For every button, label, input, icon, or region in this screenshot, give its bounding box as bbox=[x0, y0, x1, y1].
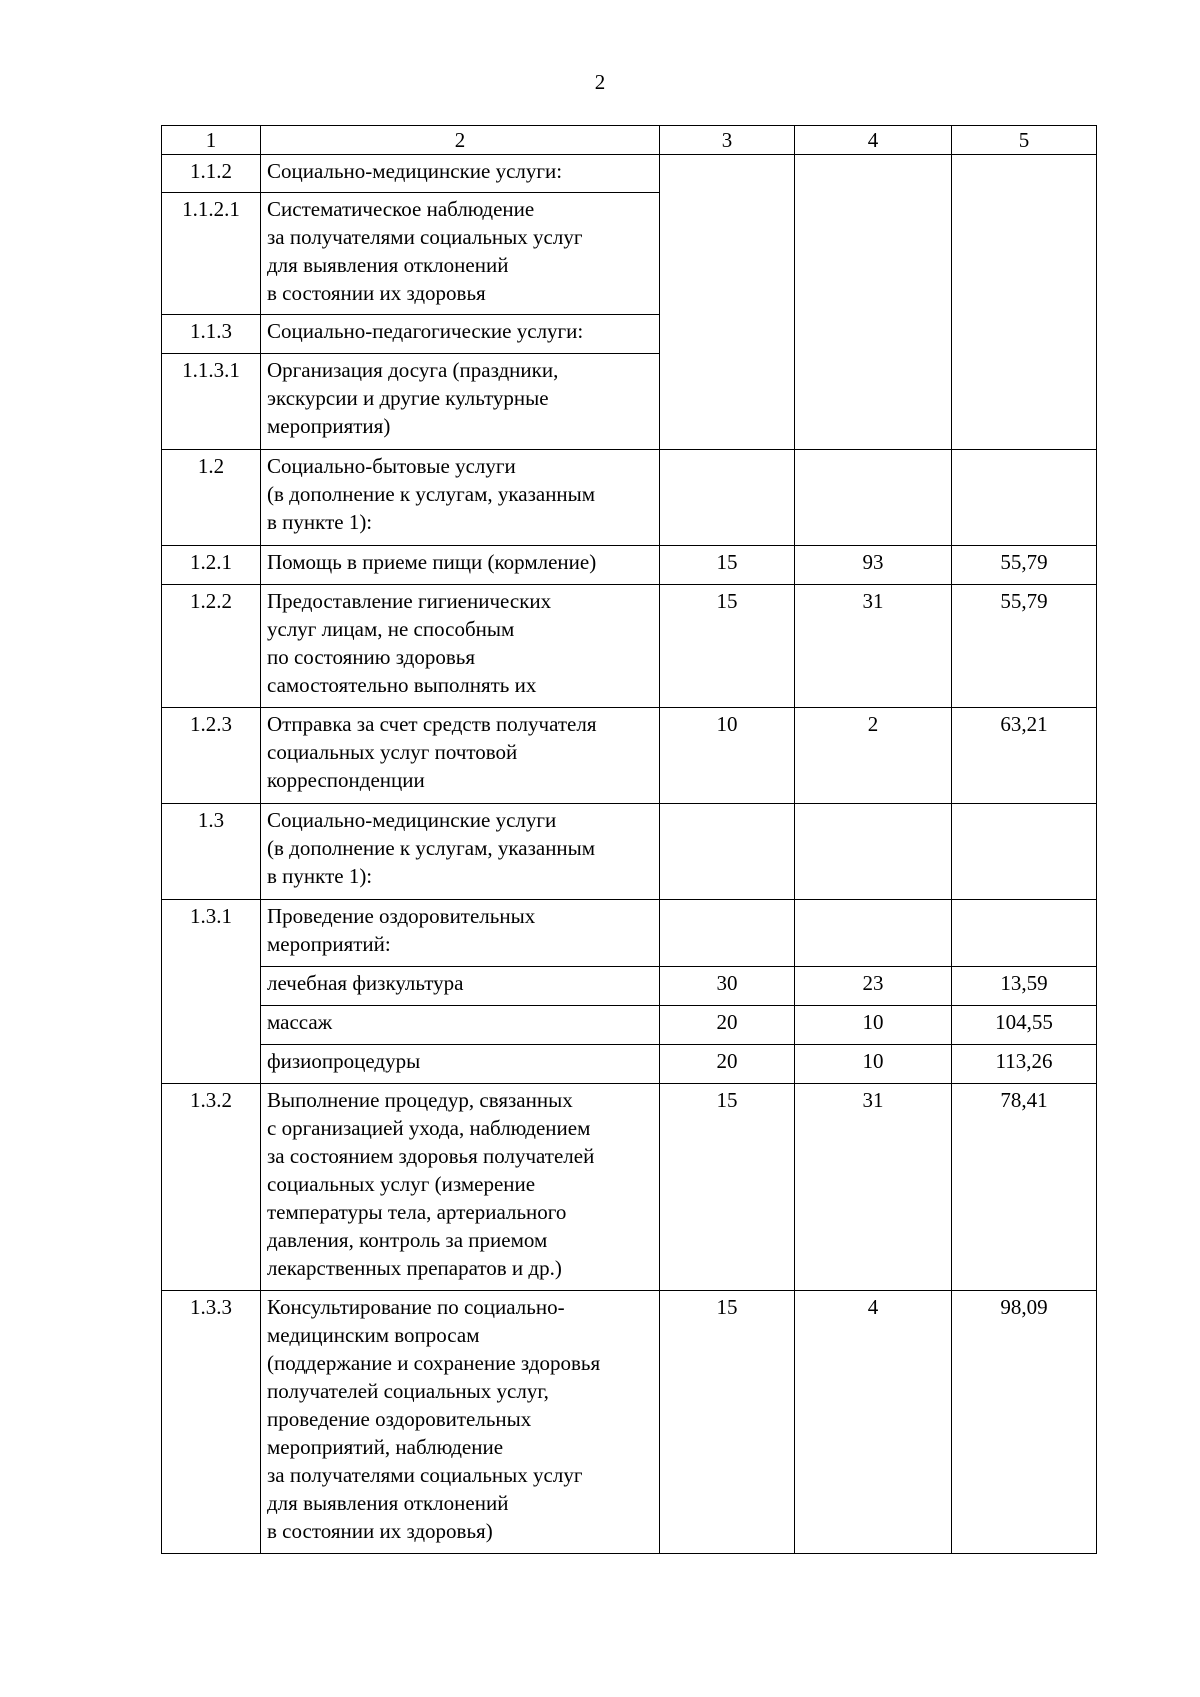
column-3-value: 15 bbox=[660, 585, 795, 708]
column-5-value: 113,26 bbox=[952, 1045, 1097, 1084]
column-4-value: 93 bbox=[795, 546, 952, 585]
empty-cell bbox=[795, 900, 952, 967]
row-description: Социально-педагогические услуги: bbox=[261, 315, 660, 354]
column-5-value: 63,21 bbox=[952, 708, 1097, 804]
row-description: Организация досуга (праздники, экскурсии и другие культурные мероприятия) bbox=[261, 354, 660, 450]
row-number: 1.1.2 bbox=[162, 155, 261, 193]
column-3-value: 15 bbox=[660, 1291, 795, 1554]
row-description: Социально-бытовые услуги (в дополнение к услугам, указанным в пункте 1): bbox=[261, 450, 660, 546]
row-number: 1.3 bbox=[162, 804, 261, 900]
empty-cell bbox=[795, 155, 952, 450]
column-4-value: 31 bbox=[795, 585, 952, 708]
empty-cell bbox=[660, 804, 795, 900]
table-row bbox=[162, 967, 1097, 1006]
column-4-value: 4 bbox=[795, 1291, 952, 1554]
row-number: 1.3.2 bbox=[162, 1084, 261, 1291]
row-description: Предоставление гигиенических услуг лицам, не способным по состоянию здоровья самостоятельно выполнять их bbox=[261, 585, 660, 708]
row-number: 1.2.3 bbox=[162, 708, 261, 804]
row-description: Консультирование по социально- медицинским вопросам (поддержание и сохранение здоровья получателей социальных услуг, проведение оздоровительных мероприятий, наблюдение за получателями социальных услуг для выявления отклонений в состоянии их здоровья) bbox=[261, 1291, 660, 1554]
row-number: 1.1.2.1 bbox=[162, 193, 261, 315]
table-row bbox=[162, 1045, 1097, 1084]
table-row bbox=[162, 1006, 1097, 1045]
column-header: 1 bbox=[162, 126, 261, 155]
row-description: массаж bbox=[261, 1006, 660, 1045]
column-header: 4 bbox=[795, 126, 952, 155]
table-header-row bbox=[162, 126, 1097, 155]
column-header: 3 bbox=[660, 126, 795, 155]
table-row bbox=[162, 450, 1097, 546]
row-description: Социально-медицинские услуги: bbox=[261, 155, 660, 193]
column-3-value: 30 bbox=[660, 967, 795, 1006]
empty-cell bbox=[660, 155, 795, 450]
services-table bbox=[161, 125, 1097, 1554]
column-5-value: 13,59 bbox=[952, 967, 1097, 1006]
row-description: Помощь в приеме пищи (кормление) bbox=[261, 546, 660, 585]
table-row bbox=[162, 708, 1097, 804]
column-3-value: 10 bbox=[660, 708, 795, 804]
column-header: 2 bbox=[261, 126, 660, 155]
column-5-value: 55,79 bbox=[952, 546, 1097, 585]
column-5-value: 104,55 bbox=[952, 1006, 1097, 1045]
row-number: 1.3.1 bbox=[162, 900, 261, 1084]
page-number: 2 bbox=[594, 70, 606, 94]
column-4-value: 10 bbox=[795, 1045, 952, 1084]
column-3-value: 15 bbox=[660, 1084, 795, 1291]
table-row bbox=[162, 1084, 1097, 1291]
row-description: Отправка за счет средств получателя социальных услуг почтовой корреспонденции bbox=[261, 708, 660, 804]
column-header: 5 bbox=[952, 126, 1097, 155]
empty-cell bbox=[660, 900, 795, 967]
column-3-value: 15 bbox=[660, 546, 795, 585]
table-row bbox=[162, 900, 1097, 967]
table-row bbox=[162, 155, 1097, 193]
row-description: лечебная физкультура bbox=[261, 967, 660, 1006]
empty-cell bbox=[952, 450, 1097, 546]
empty-cell bbox=[795, 804, 952, 900]
row-number: 1.2.2 bbox=[162, 585, 261, 708]
empty-cell bbox=[952, 155, 1097, 450]
row-description: физиопроцедуры bbox=[261, 1045, 660, 1084]
column-5-value: 98,09 bbox=[952, 1291, 1097, 1554]
row-number: 1.2.1 bbox=[162, 546, 261, 585]
table-row bbox=[162, 1291, 1097, 1554]
row-number: 1.1.3.1 bbox=[162, 354, 261, 450]
empty-cell bbox=[795, 450, 952, 546]
row-number: 1.2 bbox=[162, 450, 261, 546]
column-4-value: 23 bbox=[795, 967, 952, 1006]
column-5-value: 55,79 bbox=[952, 585, 1097, 708]
column-3-value: 20 bbox=[660, 1045, 795, 1084]
row-number: 1.1.3 bbox=[162, 315, 261, 354]
column-4-value: 10 bbox=[795, 1006, 952, 1045]
column-4-value: 2 bbox=[795, 708, 952, 804]
row-description: Выполнение процедур, связанных с организацией ухода, наблюдением за состоянием здоровья получателей социальных услуг (измерение температуры тела, артериального давления, контроль за приемом лекарственных препаратов и др.) bbox=[261, 1084, 660, 1291]
row-description: Проведение оздоровительных мероприятий: bbox=[261, 900, 660, 967]
row-description: Социально-медицинские услуги (в дополнение к услугам, указанным в пункте 1): bbox=[261, 804, 660, 900]
row-description: Систематическое наблюдение за получателями социальных услуг для выявления отклонений в состоянии их здоровья bbox=[261, 193, 660, 315]
table-row bbox=[162, 804, 1097, 900]
row-number: 1.3.3 bbox=[162, 1291, 261, 1554]
table-row bbox=[162, 585, 1097, 708]
column-3-value: 20 bbox=[660, 1006, 795, 1045]
empty-cell bbox=[660, 450, 795, 546]
column-5-value: 78,41 bbox=[952, 1084, 1097, 1291]
empty-cell bbox=[952, 900, 1097, 967]
table-row bbox=[162, 546, 1097, 585]
column-4-value: 31 bbox=[795, 1084, 952, 1291]
empty-cell bbox=[952, 804, 1097, 900]
